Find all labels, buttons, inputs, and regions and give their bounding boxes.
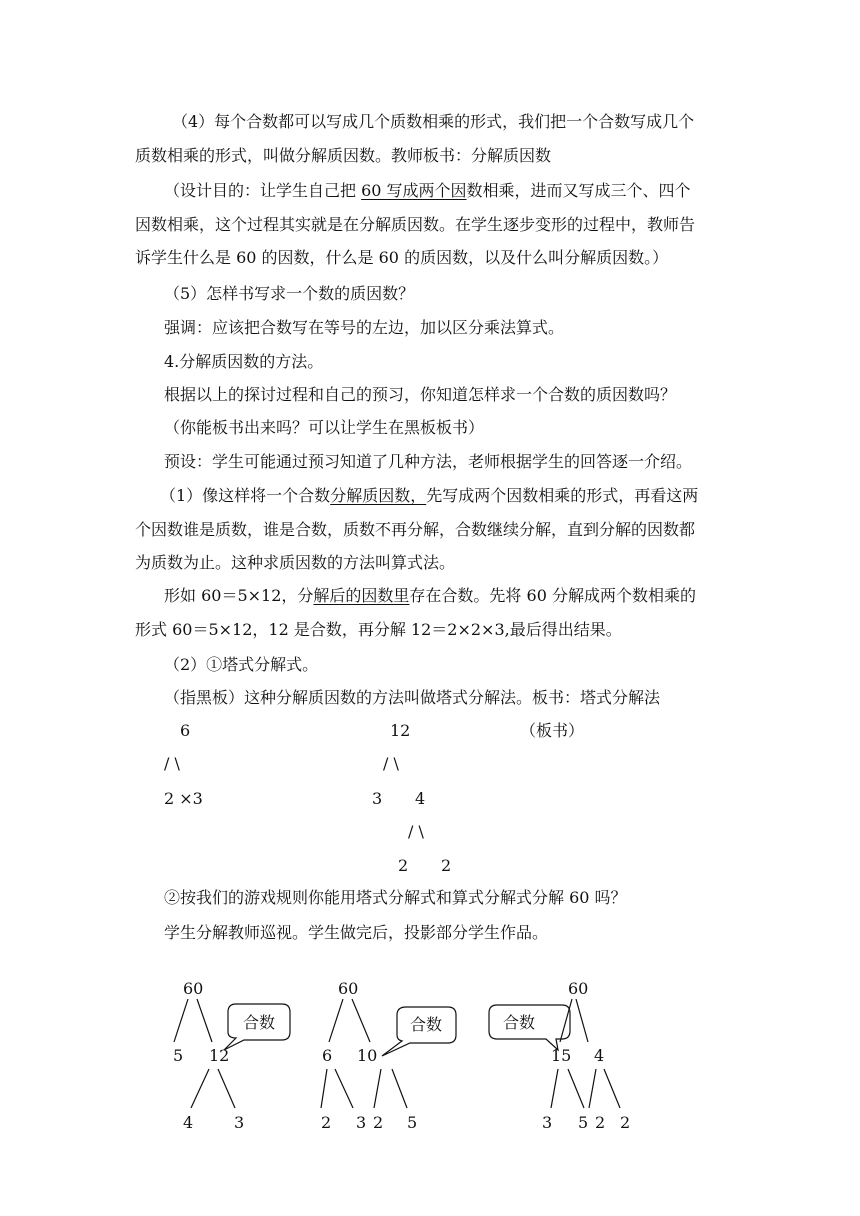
tree-b-leaf1: 2: [321, 1113, 332, 1132]
tree-c-leaf1: 3: [542, 1113, 553, 1132]
tree-c-leaf2: 5: [578, 1113, 589, 1132]
example-pre: 形如 60＝5×12，分: [164, 586, 314, 605]
tree-b-branch-leaf2: [335, 1069, 353, 1108]
section-heading-4: 4.分解质因数的方法。: [164, 352, 324, 371]
tree-c-bubble-label: 合数: [503, 1013, 536, 1032]
example-line2: 形式 60＝5×12，12 是合数，再分解 12＝2×2×3,最后得出结果。: [135, 620, 622, 639]
tree-a-branch-right: [197, 999, 212, 1042]
tower-6-root: 6: [180, 721, 191, 740]
para-4-line2: 质数相乘的形式，叫做分解质因数。教师板书：分解质因数: [135, 146, 552, 165]
tree-b-branch-leaf1: [321, 1069, 327, 1108]
tower-6-branches: / \: [164, 754, 180, 773]
method1-line3: 为质数为止。这种求质因数的方法叫算式法。: [135, 553, 456, 572]
tree-b-leaf3: 2: [373, 1113, 384, 1132]
tree-b-leaf4: 5: [407, 1113, 418, 1132]
tree-a-branch-leaf1: [191, 1069, 209, 1108]
tree-b-root: 60: [338, 979, 359, 998]
tree-c-branch-leaf1: [551, 1069, 558, 1108]
tree-a-left: 5: [173, 1046, 184, 1065]
tree-b-branch-left: [329, 999, 343, 1042]
example-underlined: 解后的因数里: [313, 586, 410, 605]
question-60: ②按我们的游戏规则你能用塔式分解式和算式分解式分解 60 吗？: [164, 888, 627, 907]
tree-c-branch-right: [576, 999, 588, 1042]
method1-pre: （1）像这样将一个合数: [160, 486, 331, 505]
tree-b-branch-leaf4: [392, 1069, 407, 1108]
tree-b-branch-right: [352, 999, 370, 1042]
tree-a-leaf1: 4: [183, 1113, 194, 1132]
tree-c-leaf4: 2: [620, 1113, 631, 1132]
tower-description: （指黑板）这种分解质因数的方法叫做塔式分解法。板书：塔式分解法: [164, 688, 661, 707]
tree-a-branch-leaf2: [218, 1069, 235, 1108]
tree-b-left: 6: [322, 1046, 333, 1065]
tree-a-branch-left: [174, 999, 188, 1042]
method1-post: 先写成两个因数相乘的形式，再看这两: [426, 486, 699, 505]
tree-c-branch-leaf2: [568, 1069, 584, 1108]
preset-line: 预设：学生可能通过预习知道了几种方法，老师根据学生的回答逐一介绍。: [164, 452, 693, 471]
tower-heading: （2）①塔式分解式。: [164, 655, 319, 674]
tower-12-leaf-left: 2: [398, 856, 409, 875]
question-line: 根据以上的探讨过程和自己的预习，你知道怎样求一个合数的质因数吗？: [164, 385, 677, 404]
tree-a-right: 12: [209, 1046, 230, 1065]
tree-c-right: 4: [594, 1046, 605, 1065]
tree-b-leaf2: 3: [356, 1113, 367, 1132]
tower-6-factors: 2 ×3: [164, 789, 203, 808]
para-5: （5）怎样书写求一个数的质因数？: [164, 284, 415, 303]
emphasis-line: 强调：应该把合数写在等号的左边，加以区分乘法算式。: [164, 318, 565, 337]
design-purpose-line3: 诉学生什么是 60 的因数，什么是 60 的质因数，以及什么叫分解质因数。）: [135, 248, 669, 267]
method1-line2: 个因数谁是质数，谁是合数，质数不再分解，合数继续分解，直到分解的因数都: [135, 520, 696, 539]
tree-a-bubble-label: 合数: [243, 1013, 276, 1032]
method1-underlined: 分解质因数，: [330, 486, 427, 505]
para-4-line1: （4）每个合数都可以写成几个质数相乘的形式，我们把一个合数写成几个: [172, 112, 695, 131]
tree-c-root: 60: [568, 979, 589, 998]
tower-12-leaf-right: 2: [441, 856, 452, 875]
tower-12-left: 3: [372, 789, 383, 808]
tree-b-right: 10: [357, 1046, 378, 1065]
tree-c-leaf3: 2: [595, 1113, 606, 1132]
tree-b-bubble-label: 合数: [410, 1015, 443, 1034]
tree-a-root: 60: [183, 979, 204, 998]
tree-c-left: 15: [551, 1046, 572, 1065]
tower-12-branches: / \: [383, 754, 399, 773]
tower-12-branches-2: / \: [408, 822, 424, 841]
tree-a-leaf2: 3: [234, 1113, 245, 1132]
tree-c-branch-leaf4: [604, 1069, 620, 1108]
student-work-line: 学生分解教师巡视。学生做完后，投影部分学生作品。: [164, 923, 549, 942]
tower-12-right: 4: [415, 789, 426, 808]
example-post: 存在合数。先将 60 分解成两个数相乘的: [409, 586, 696, 605]
design-purpose-post: 数相乘，进而又写成三个、四个: [466, 181, 691, 200]
tree-c-branch-leaf3: [589, 1069, 596, 1108]
design-purpose-underlined: 60 写成两个因: [361, 181, 467, 200]
design-purpose-line2: 因数相乘，这个过程其实就是在分解质因数。在学生逐步变形的过程中，教师告: [135, 215, 696, 234]
tower-12-root: 12: [390, 721, 411, 740]
design-purpose-pre: （设计目的：让学生自己把: [164, 181, 362, 200]
tree-b-branch-leaf3: [374, 1069, 381, 1108]
board-prompt-line: （你能板书出来吗？可以让学生在黑板板书）: [164, 418, 485, 437]
board-note: （板书）: [520, 721, 585, 740]
